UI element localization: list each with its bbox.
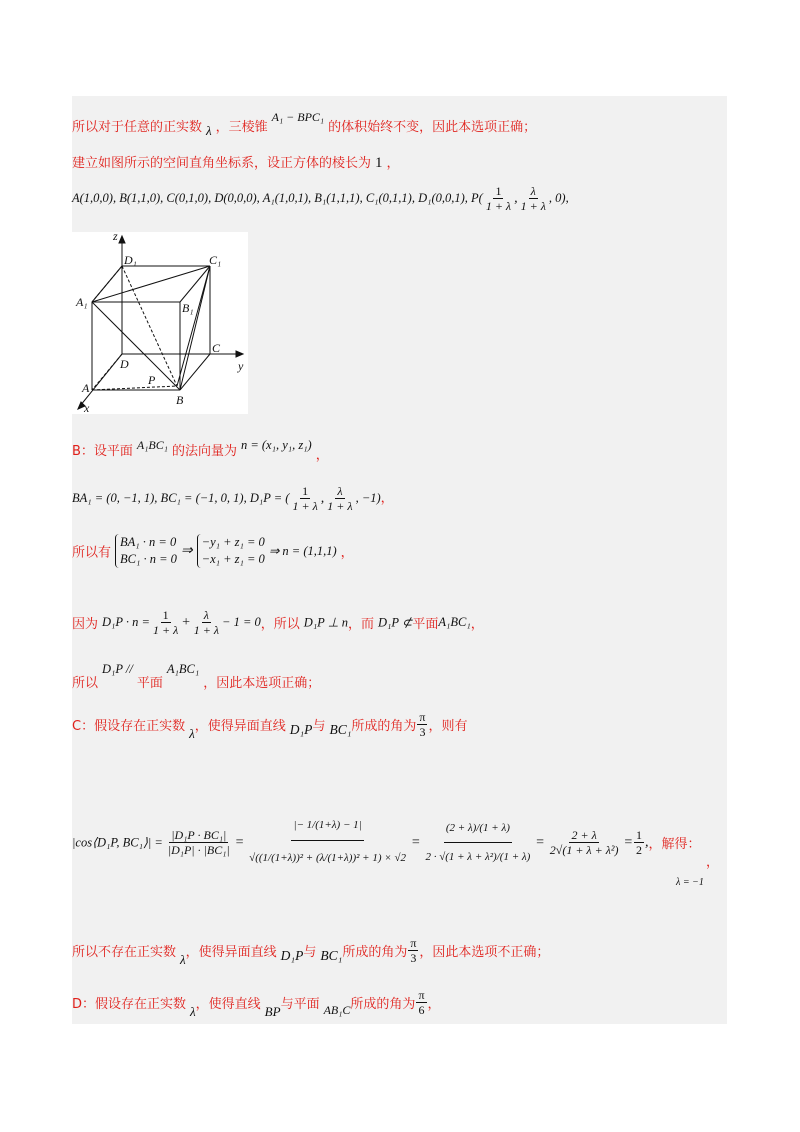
line-system: 所以有 BA₁ · n = 0 BC₁ · n = 0 ⇒ −y₁ + z₁ = 0 −x₁ + z₁ = 0 ⇒ n = (1,1,1) ，	[72, 535, 354, 566]
document-panel	[72, 96, 727, 1024]
fraction: $\frac{\lambda}{1 + \lambda}$	[327, 484, 353, 513]
cube-diagram	[72, 232, 248, 414]
fraction: $\frac{1}{1 + \lambda}$	[152, 608, 179, 637]
line-option-d: D：假设存在正实数 $_\lambda$，使得直线 $_{BP}$与平面 $_{AB_1C}$所成的角为 $\frac{\pi}{6}$ ，	[72, 988, 441, 1020]
label-y: y	[238, 359, 244, 373]
system-right: −y₁ + z₁ = 0 −x₁ + z₁ = 0	[197, 534, 265, 568]
line-because: 因为 D₁P · n = $\frac{1}{1 + \lambda}$ + $\frac{\lambda}{1 + \lambda}$ − 1 = 0，所以 D₁P ⊥ n，而 D₁P ⊄平面A₁BC₁，	[72, 608, 484, 637]
cos-comma: ，	[706, 855, 720, 870]
fraction: $\frac{1}{1 + \lambda}$	[485, 184, 512, 213]
line-option-c: C：假设存在正实数 $_\lambda$，使得异面直线 $_{D_1P}$与 $_{BC_1}$所成的角为 $\frac{\pi}{3}$ ，则有	[72, 710, 468, 742]
fraction: $\frac{\pi}{3}$	[410, 936, 417, 965]
cube-figure	[72, 232, 248, 414]
label-C: C	[212, 341, 221, 355]
label-B1: B₁	[182, 301, 194, 315]
label-x: x	[84, 401, 90, 414]
cos-root: λ = −1	[676, 877, 704, 888]
label-D: D	[120, 357, 129, 371]
label-B: B	[176, 393, 184, 407]
fraction: $\frac{\lambda}{1 + \lambda}$	[193, 608, 220, 637]
line-coordinate-setup: 建立如图所示的空间直角坐标系，设正方体的棱长为 1 ，	[72, 155, 400, 171]
label-D1: D₁	[124, 253, 137, 267]
label-C1: C₁	[209, 253, 222, 267]
system-left: BA₁ · n = 0 BC₁ · n = 0	[115, 534, 177, 568]
fraction: $\frac{\pi}{6}$	[418, 988, 425, 1017]
label-A: A	[82, 381, 90, 395]
line-volume-constant: 所以对于任意的正实数 $_\lambda$ ，三棱锥 $^{A_1 - BPC_1}$ 的体积始终不变，因此本选项正确；	[72, 110, 537, 138]
fraction: $\frac{\pi}{3}$	[419, 710, 426, 739]
line-point-coordinates: A(1,0,0), B(1,1,0), C(0,1,0), D(0,0,0), A₁(1,0,1), B₁(1,1,1), C₁(0,1,1), D₁(0,0,1), P( $\frac{1}{1 + \lambda}$ , $\frac{\lambda}{1 + \lambda}$ , 0),	[72, 184, 569, 213]
fraction: $\frac{(2 + \lambda)/(1 + \lambda)}{\text{2 · √(1 + λ + λ²)/(1 + λ)}}$	[423, 814, 532, 871]
fraction: $\frac{2 + \lambda}{\text{2√(1 + λ + λ²)}}$	[549, 828, 619, 857]
line-not-exist: 所以不存在正实数 $_\lambda$，使得异面直线 $_{D_1P}$与 $_{BC_1}$所成的角为 $\frac{\pi}{3}$ ，因此本选项不正确；	[72, 936, 550, 968]
line-vectors: BA₁ = (0, −1, 1), BC₁ = (−1, 0, 1), D₁P = ( $\frac{1}{1 + \lambda}$ , $\frac{\lambda}{1 + \lambda}$ , −1)，	[72, 484, 394, 513]
fraction: $\frac{|- 1/(1+\lambda) - 1|}{\text{√((1/(1+λ))² + (λ/(1+λ))² + 1) × √2}}$	[247, 810, 408, 875]
label-z: z	[113, 232, 118, 243]
label-P: P	[148, 373, 156, 387]
line-option-b: B：设平面 $^{A_1BC_1}$ 的法向量为 $^{n = (x_1, y_1, z_1)}$ $_,$	[72, 438, 329, 463]
line-parallel: $_{所以}$ $^{D_1P //}$ $_{平面}$ $^{A_1BC_1}$ $_{,因此本选项正确;}$	[72, 662, 321, 691]
z-arrow-icon	[119, 236, 125, 243]
fraction: $\frac{\lambda}{1 + \lambda}$	[520, 184, 546, 213]
fraction: $\frac{1}{2}$	[635, 828, 642, 857]
fraction: $\frac{\text{|D₁P · BC₁|}}{\text{|D₁P| · |BC₁|}}$	[167, 828, 230, 857]
line-cos-equation: |cos⟨D₁P, BC₁⟩| = $\frac{\text{|D₁P · BC₁|}}{\text{|D₁P| · |BC₁|}}$ = $\frac{|- 1/(1+\lambda) - 1|}{\text{√((1/(1+λ))² + (λ/(1+λ))² + 1) × √2}}$ = $\frac{(2 + \lambda)/(1 + \lambda)}{\text{2 · √(1 + λ + λ²)/(1 + λ)}}$ = $\frac{2 + \lambda}{\text{2√(1 + λ + λ²)}}$ = $\frac{1}{2}$ ,，解得：	[72, 810, 700, 875]
fraction: $\frac{1}{1 + \lambda}$	[292, 484, 318, 513]
label-A1: A₁	[76, 295, 88, 309]
y-arrow-icon	[236, 351, 243, 357]
